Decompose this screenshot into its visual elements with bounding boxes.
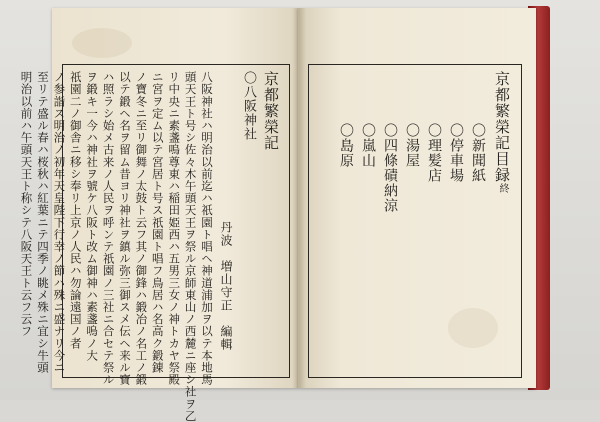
right-page-frame bbox=[308, 64, 522, 378]
contents-entry: 〇嵐山 bbox=[360, 123, 376, 168]
author-line: 丹波 増山守正 編輯 bbox=[219, 221, 233, 351]
right-page bbox=[298, 8, 536, 388]
body-line: ニ宮ヲ定ム以テ宮居ト号ス祇園ト唱フ鳥居ハ名高ク鍛錬 bbox=[150, 71, 165, 374]
body-line: 明治以前ハ午頭天王ト称シテ八阪天王ト云フ云フ bbox=[19, 71, 34, 338]
contents-title bbox=[489, 71, 515, 371]
body-line: 祇園二ノ御舎ニ移シ奉リ上京ノ人民ハ勿論遠国ノ者 bbox=[68, 71, 83, 350]
body-line: ノ寶冬ニ至リ御舞ノ太鼓ト云フ其ノ御鋒ハ鍛冶ノ名工ノ鍛 bbox=[134, 71, 149, 386]
left-page-columns bbox=[19, 71, 283, 422]
end-mark: 終 bbox=[497, 183, 508, 194]
body-line: ノ参詣ス明治ノ初年天皇陛下行幸ノ節ハ殊ニ盛ナリ今ニ bbox=[52, 71, 67, 374]
book-gutter bbox=[292, 8, 306, 388]
contents-columns bbox=[315, 71, 515, 371]
contents-entry: 〇理髪店 bbox=[426, 123, 442, 183]
left-page-frame bbox=[19, 64, 290, 422]
body-line: ハ照ラシ始メ古来ノ人民ヲ呼ンテ祇園ノ三社ニ合セテ祭ル bbox=[101, 71, 116, 386]
paper-stain bbox=[72, 28, 132, 58]
contents-entry: 〇島原 bbox=[338, 123, 354, 168]
body-line: 頭天王ト号シ佐々木午頭天王ヲ祭ル京師東山ノ西麓ニ座シ社ヲ乙 bbox=[183, 71, 198, 422]
contents-entry: 〇新聞紙 bbox=[470, 123, 486, 183]
body-line: ヲ鍛キ一今ハ神社ヲ號ケ八阪ト改ム御神ハ素盞嗚ノ大 bbox=[85, 71, 100, 362]
left-page bbox=[19, 8, 298, 422]
left-page-title: 京都繁榮記 bbox=[262, 71, 280, 151]
body-line: 八阪神社ハ明治以前迄ハ祇園ト唱ヘ神道浦加ヲ以テ本地馬 bbox=[200, 71, 214, 386]
body-line: リ中央ニ素盞嗚尊東ハ稲田姫西ハ五男三女ノ神トカヤ祭殿 bbox=[167, 71, 182, 386]
body-line: 以テ鍛ヘ名ヲ留ム昔ヨリ神社ヲ鎮ル弥三御スメ伝ヘ来ル寶 bbox=[117, 71, 132, 386]
contents-entry: 〇四條磧納涼 bbox=[382, 123, 398, 213]
body-line: 至リテ盛ル春ハ桜秋ハ紅葉ニテ四季ノ眺メ殊ニ宜シ牛頭 bbox=[35, 71, 50, 374]
section-heading: 〇八阪神社 bbox=[241, 71, 256, 141]
contents-title-text: 京都繁榮記目録 bbox=[493, 71, 511, 183]
contents-entry: 〇停車場 bbox=[448, 123, 464, 183]
open-book bbox=[19, 8, 540, 422]
contents-entry: 〇湯屋 bbox=[404, 123, 420, 168]
